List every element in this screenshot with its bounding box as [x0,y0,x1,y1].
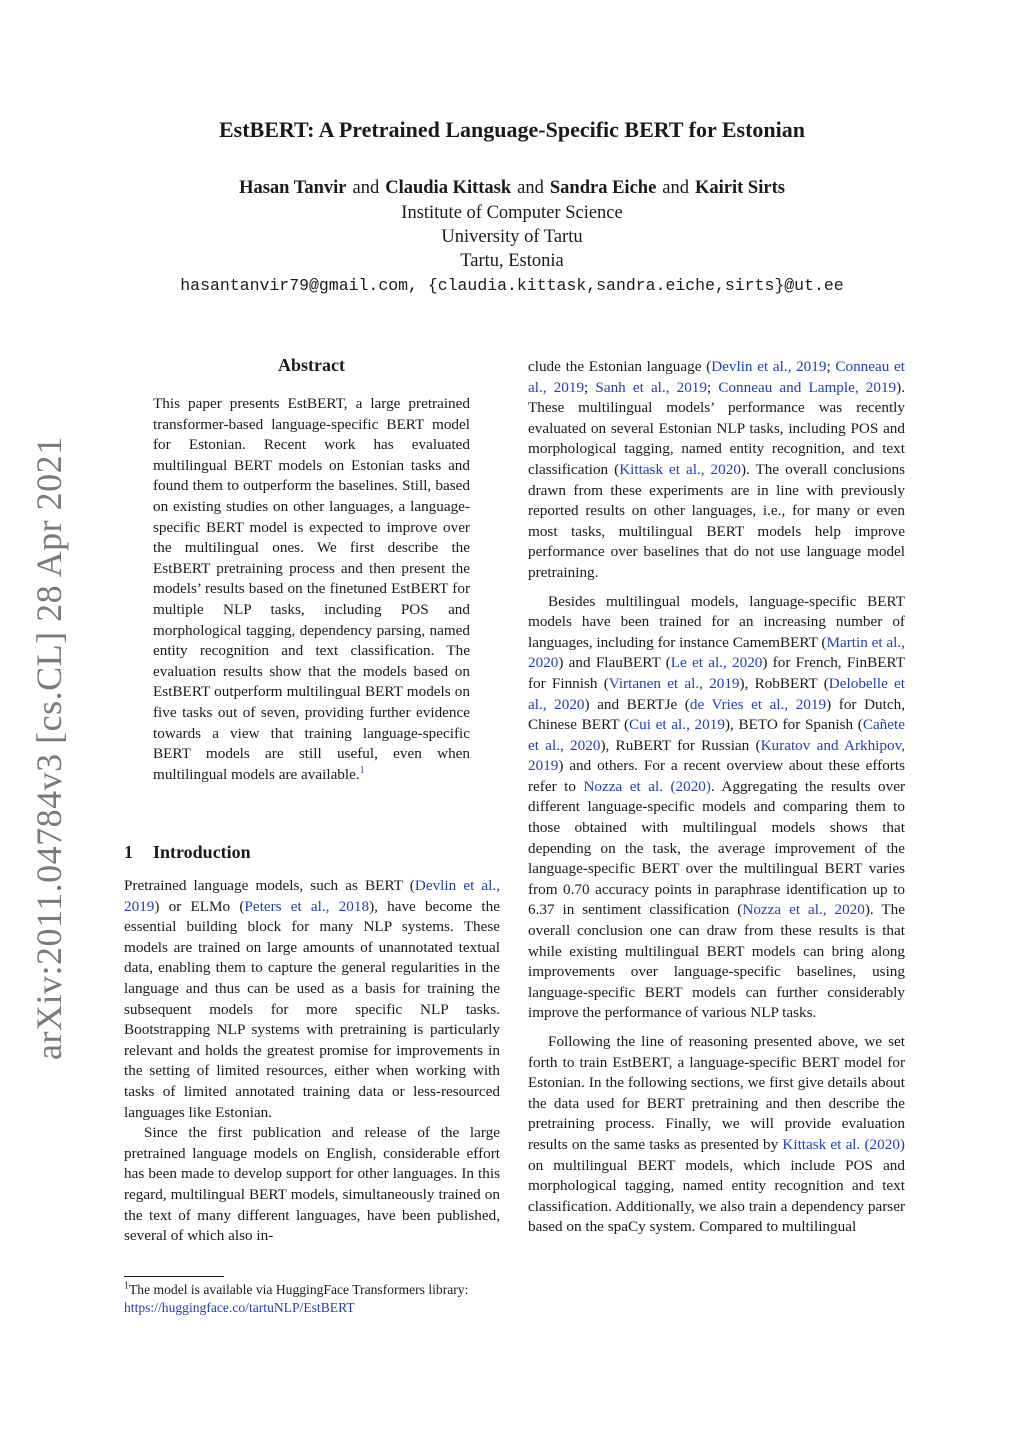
body-text: ) or ELMo ( [154,897,245,915]
citation-link[interactable]: Conneau et al., 2019 [528,358,905,396]
citation-link[interactable]: Le et al., 2020 [670,654,763,672]
body-text: Pretrained language models, such as BERT ( [124,877,415,894]
footnote-marker[interactable]: 1 [359,764,365,776]
author-line [0,178,1024,199]
body-text: ), RuBERT for Russian ( [600,736,761,754]
citation-link[interactable]: Martin et al., 2020 [528,633,905,672]
right-paragraph-1 [528,357,905,584]
citation-link[interactable]: Kittask et al., 2020 [619,460,741,478]
citation-link[interactable]: Virtanen et al., 2019 [608,674,740,692]
author-name: Sandra Eiche [549,178,657,198]
citation-link[interactable]: Cui et al., 2019 [629,716,725,734]
body-text: Following the line of reasoning presented above, we set forth to train EstBERT, a language-specific BERT model for Estonian. In the following sections, we first give details about the data used for BERT pretraining and then describe the pretraining process. Finally, we will provide evaluation results on the same tasks as presented by [528,1033,905,1153]
author-separator: and [517,178,544,198]
affiliation-institute: Institute of Computer Science [401,203,623,223]
intro-paragraph-2: Since the first publication and release of the large pretrained language models on English, considerable effort has been made to develop support for other languages. In this regard, multilingual BERT models, simultaneously trained on the text of many different languages, have been published, several of which also in- [124,1124,500,1245]
author-name: Kairit Sirts [695,178,785,198]
citation-link[interactable]: Nozza et al. (2020) [583,777,711,795]
body-text: ) and BERTJe ( [584,695,690,713]
footnote-rule [124,1276,224,1277]
right-paragraph-3 [528,1032,905,1238]
author-separator: and [662,178,690,198]
intro-column [124,876,500,1247]
paper-title: EstBERT: A Pretrained Language-Specific BERT for Estonian [219,117,805,142]
abstract-heading: Abstract [278,355,345,375]
body-text: ; [826,358,836,375]
right-column [528,357,905,1238]
citation-link[interactable]: Cañete et al., 2020 [528,716,905,754]
section-heading-introduction [124,842,251,863]
citation-link[interactable]: de Vries et al., 2019 [689,695,827,713]
body-text: ), RobBERT ( [739,674,829,692]
body-text: ) and others. For a recent overview about these efforts refer to [528,757,905,795]
abstract-text: This paper presents EstBERT, a large pretrained transformer-based language-specific BERT model for Estonian. Recent work has evaluated multilingual BERT models on Estonian tasks and found them to outperform the baselines. Still, based on existing studies on other languages, a language-specific BERT model is expected to improve over the multilingual ones. We first describe the EstBERT pretraining process and then present the models’ results based on the finetuned EstBERT for multiple NLP tasks, including POS and morphological tagging, dependency parsing, named entity recognition and text classification. The evaluation results show that the models based on EstBERT outperform multilingual BERT models on five tasks out of seven, providing further evidence towards a view that training language-specific BERT models are still useful, even when multilingual models are available. [153,395,470,783]
citation-link[interactable]: Conneau and Lample, 2019 [718,378,897,396]
author-separator: and [352,178,380,198]
citation-link[interactable]: Devlin et al., 2019 [711,358,827,375]
section-title: Introduction [153,842,251,862]
body-text: ) for Dutch, Chinese BERT ( [528,695,905,734]
body-text: Besides multilingual models, language-specific BERT models have been trained for an increasing number of languages, including for instance CamemBERT ( [528,592,905,651]
body-text: ). The overall conclusion one can draw from these results is that while existing multilingual BERT models can bring along improvements over language-specific baselines, using language-specific BERT models can further considerably improve the performance of various NLP tasks. [528,901,905,1022]
abstract-body [153,394,470,785]
affiliation-university: University of Tartu [441,227,583,247]
body-text: ), BETO for Spanish ( [724,716,863,734]
citation-link[interactable]: Sanh et al., 2019 [595,378,707,396]
body-text: ; [706,378,719,396]
body-text: ), have become the essential building block for many NLP systems. These models are trained on large amounts of unannotated textual data, enabling them to capture the general regularities in the language and thus can be used as a basis for training the subsequent models for more specific NLP tasks. Bootstrapping NLP systems with pretraining is particularly relevant and holds the greatest promise for improvements in the setting of limited resources, either when working with tasks of limited annotated training data or less-resourced languages like Estonian. [124,897,500,1121]
citation-link[interactable]: Kuratov and Arkhipov, 2019 [528,736,905,775]
citation-link[interactable]: Peters et al., 2018 [244,897,370,915]
right-paragraph-2 [528,592,905,1024]
citation-link[interactable]: Nozza et al., 2020 [742,901,865,919]
body-text: ). These multilingual models’ performance was recently evaluated on several Estonian NLP tasks, including POS and morphological tagging, named entity recognition, and text classification ( [528,378,905,478]
affiliation-location: Tartu, Estonia [460,251,564,271]
body-text: ) and FlauBERT ( [558,654,671,672]
author-emails: hasantanvir79@gmail.com, {claudia.kittask,sandra.eiche,sirts}@ut.ee [180,276,844,295]
citation-link[interactable]: Devlin et al., 2019 [124,877,500,915]
author-name: Claudia Kittask [385,178,512,198]
section-number: 1 [124,842,133,862]
citation-link[interactable]: Kittask et al. (2020) [782,1135,905,1153]
author-name: Hasan Tanvir [239,178,347,198]
body-text: clude the Estonian language ( [528,358,712,375]
arxiv-stamp: arXiv:2011.04784v3 [cs.CL] 28 Apr 2021 [29,436,69,1060]
body-text: on multilingual BERT models, which include POS and morphological tagging, named entity recognition and text classification. Additionally, we also train a dependency parser based on the spaCy system. Compared to multilingual [528,1156,905,1236]
intro-paragraph-1 [124,876,500,1123]
body-text: ; [584,378,596,396]
footnote-text: The model is available via HuggingFace Transformers library: [129,1282,469,1297]
body-text: ) for French, FinBERT for Finnish ( [528,654,905,692]
body-text: . Aggregating the results over different language-specific models and comparing them to those obtained with multilingual models shows that depending on the task, the average improvement of the language-specific BERT over the multilingual BERT varies from 0.70 accuracy points in paraphrase identification up to 6.37 in sentiment classification ( [528,777,905,919]
footnote-number: 1 [124,1280,129,1292]
footnote-link[interactable]: https://huggingface.co/tartuNLP/EstBERT [124,1300,355,1315]
citation-link[interactable]: Delobelle et al., 2020 [528,674,906,713]
footnote [124,1281,500,1317]
body-text: ). The overall conclusions drawn from these experiments are in line with previously reported results on other languages, i.e., for many or even most tasks, multilingual BERT models help improve performance over baselines that do not use language model pretraining. [528,460,905,581]
